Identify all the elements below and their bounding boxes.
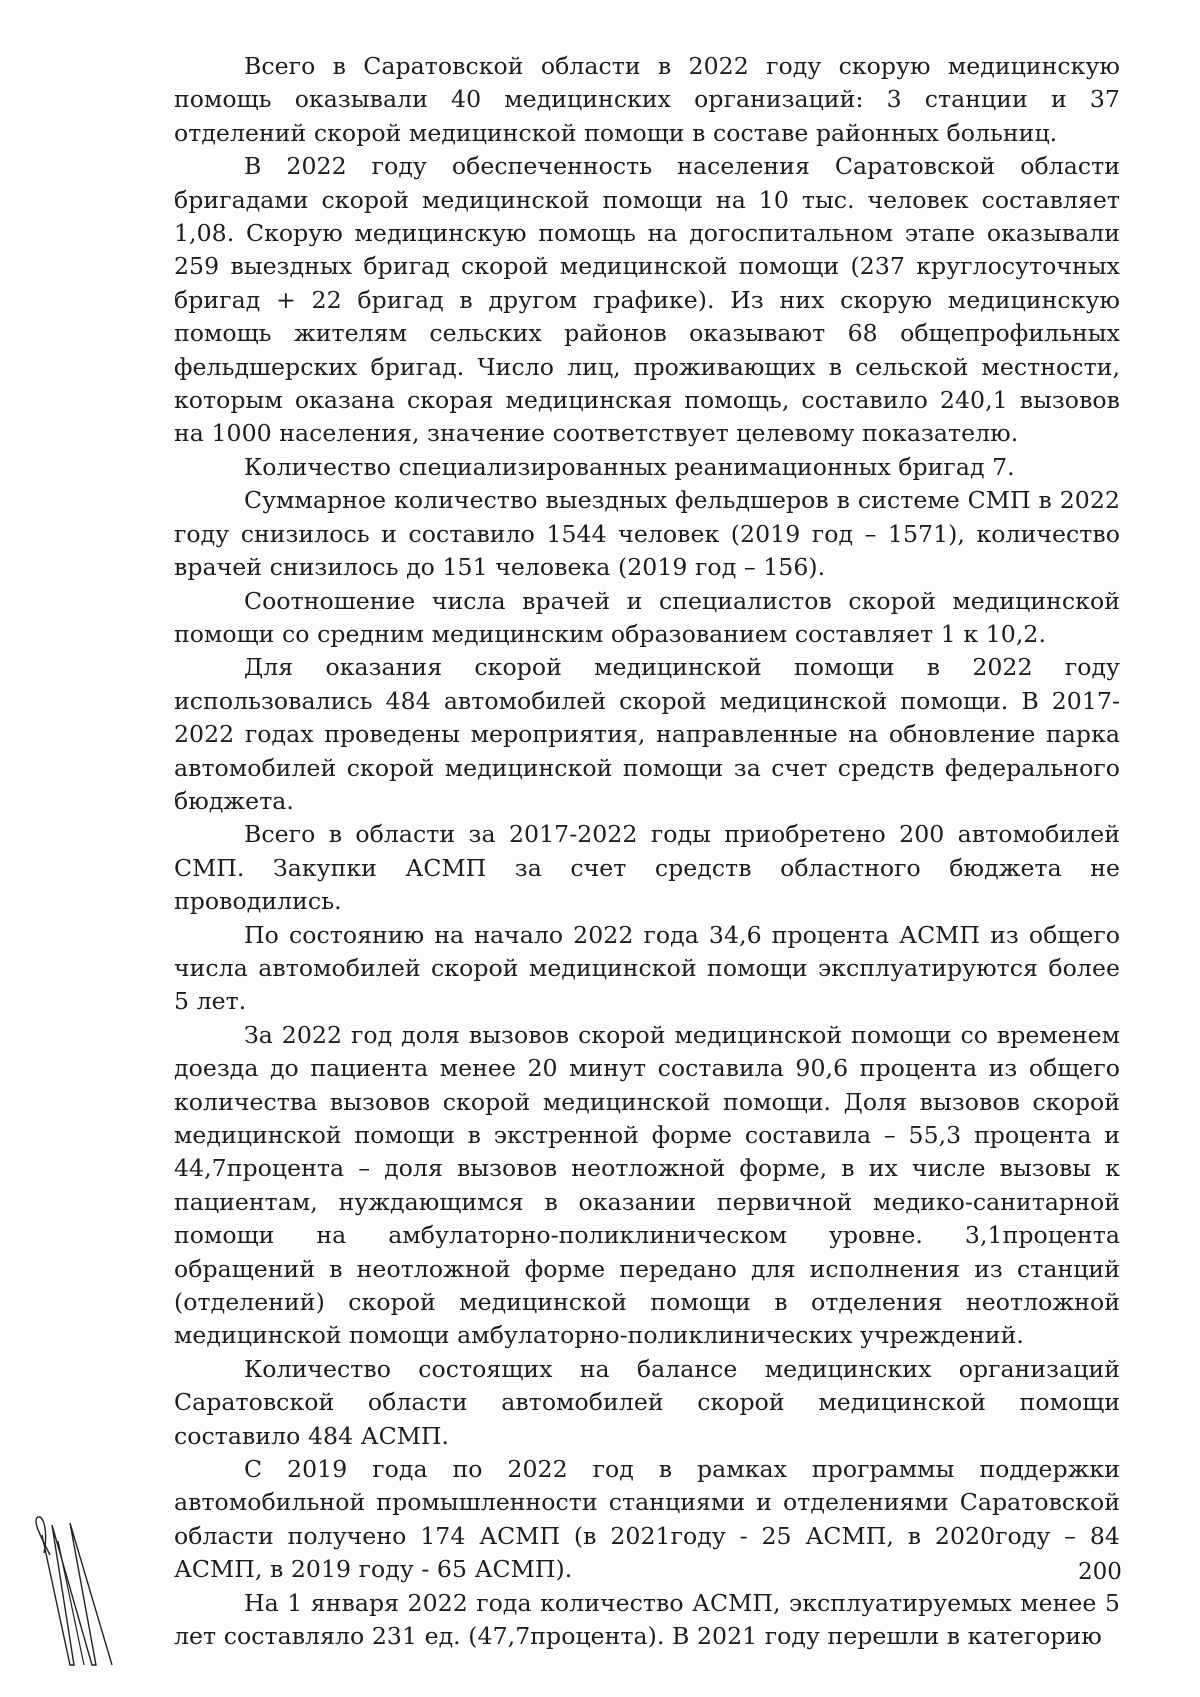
handwritten-signature <box>30 1515 120 1675</box>
paragraph-arrival-time: За 2022 год доля вызовов скорой медицинской помощи со временем доезда до пациента менее 20 минут составила 90,6 процента из общего количества вызовов скорой медицинской помощи. Доля вызовов скорой медицинской помощи в экстренной форме составила – 55,3 процента и 44,7процента – доля вызовов неотложной форме, в их числе вызовы к пациентам, нуждающимся в оказании первичной медико-санитарной помощи на амбулаторно-поликлиническом уровне. 3,1процента обращений в неотложной форме передано для исполнения из станций (отделений) скорой медицинской помощи в отделения неотложной медицинской помощи амбулаторно-поликлинических учреждений. <box>174 1020 1120 1350</box>
paragraph-vehicles-purchased: Всего в области за 2017-2022 годы приобретено 200 автомобилей СМП. Закупки АСМП за счет средств областного бюджета не проводились. <box>174 820 1120 916</box>
paragraph-vehicle-categories: На 1 января 2022 года количество АСМП, эксплуатируемых менее 5 лет составляло 231 ед. (47,7процента). В 2021 году перешли в категорию <box>174 1588 1120 1651</box>
document-body <box>174 50 1120 1654</box>
paragraph-staff-ratio: Соотношение числа врачей и специалистов скорой медицинской помощи со средним медицинским образованием составляет 1 к 10,2. <box>174 586 1120 648</box>
paragraph-ambulance-teams: В 2022 году обеспеченность населения Саратовской области бригадами скорой медицинской помощи на 10 тыс. человек составляет 1,08. Скорую медицинскую помощь на догоспитальном этапе оказывали 259 выездных бригад скорой медицинской помощи (237 круглосуточных бригад + 22 бригад в другом графике). Из них скорую медицинскую помощь жителям сельских районов оказывают 68 общепрофильных фельдшерских бригад. Число лиц, проживающих в сельской местности, которым оказана скорая медицинская помощь, составило 240,1 вызовов на 1000 населения, значение соответствует целевому показателю. <box>174 152 1120 448</box>
paragraph-ambulance-organizations: Всего в Саратовской области в 2022 году скорую медицинскую помощь оказывали 40 медицинских организаций: 3 станции и 37 отделений скорой медицинской помощи в составе районных больниц. <box>174 52 1120 147</box>
paragraph-vehicles-used: Для оказания скорой медицинской помощи в 2022 году использовались 484 автомобилей скорой медицинской помощи. В 2017-2022 годах проведены мероприятия, направленные на обновление парка автомобилей скорой медицинской помощи за счет средств федерального бюджета. <box>174 653 1120 815</box>
paragraph-vehicles-on-balance: Количество состоящих на балансе медицинских организаций Саратовской области автомобилей скорой медицинской помощи составило 484 АСМП. <box>174 1354 1120 1450</box>
paragraph-support-program: С 2019 года по 2022 год в рамках программы поддержки автомобильной промышленности станциями и отделениями Саратовской области получено 174 АСМП (в 2021году - 25 АСМП, в 2020году – 84 АСМП, в 2019 году - 65 АСМП). <box>174 1455 1120 1584</box>
page-number: 200 <box>1078 1559 1122 1585</box>
paragraph-vehicle-age: По состоянию на начало 2022 года 34,6 процента АСМП из общего числа автомобилей скорой медицинской помощи эксплуатируются более 5 лет. <box>174 920 1120 1016</box>
paragraph-resuscitation-teams: Количество специализированных реанимационных бригад 7. <box>244 452 1015 481</box>
paragraph-paramedics-count: Суммарное количество выездных фельдшеров в системе СМП в 2022 году снизилось и составило 1544 человек (2019 год – 1571), количество врачей снизилось до 151 человека (2019 год – 156). <box>174 486 1120 582</box>
